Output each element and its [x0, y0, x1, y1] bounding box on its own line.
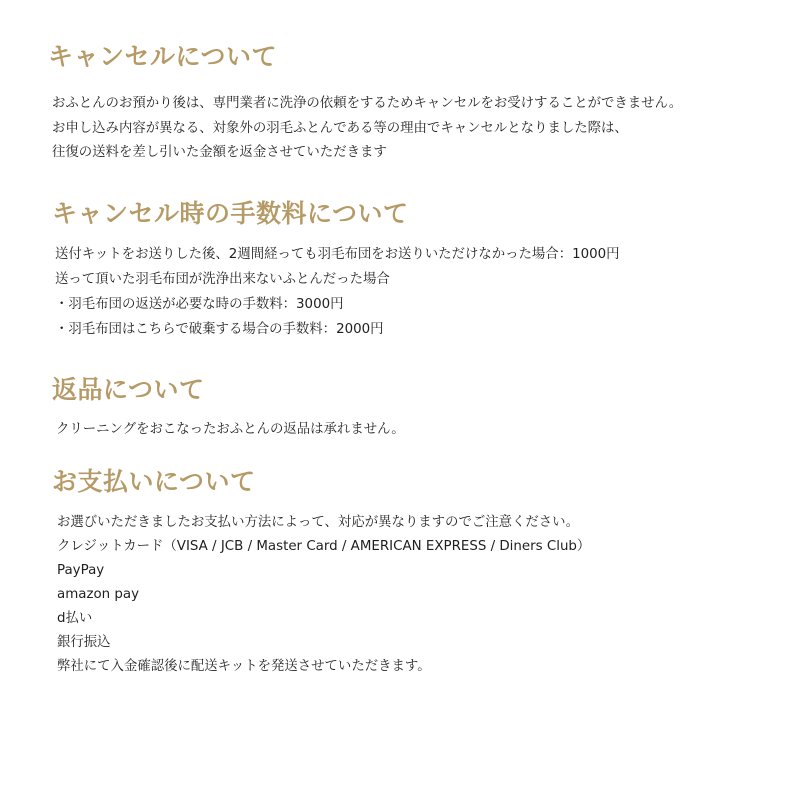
- cancel-fee-text-block: [55, 242, 620, 342]
- cancel-line: おふとんのお預かり後は、専門業者に洗浄の依頼をするためキャンセルをお受けすることができません。: [52, 96, 683, 111]
- cancel-fee-heading: キャンセル時の手数料について: [52, 199, 409, 228]
- cancel-fee-line: 送って頂いた羽毛布団が洗浄出来ないふとんだった場合: [55, 272, 390, 287]
- cancel-line: 往復の送料を差し引いた金額を返金させていただきます: [52, 145, 387, 160]
- cancel-line: お申し込み内容が異なる、対象外の羽毛ふとんである等の理由でキャンセルとなりました際は、: [52, 120, 628, 136]
- payment-heading: お支払いについて: [52, 467, 256, 496]
- payment-method-paypay: PayPay: [57, 563, 105, 578]
- cancel-fee-line: ・羽毛布団はこちらで破棄する場合の手数料：2000円: [55, 322, 384, 337]
- payment-method-credit-card: クレジットカード（VISA / JCB / Master Card / AMERICAN EXPRESS / Diners Club）: [57, 539, 591, 554]
- cancel-text-block: [52, 92, 682, 166]
- payment-method-d-barai: d払い: [57, 611, 93, 626]
- return-text-block: [56, 418, 405, 443]
- payment-method-amazon-pay: amazon pay: [57, 587, 140, 602]
- return-line: クリーニングをおこなったおふとんの返品は承れません。: [56, 422, 405, 437]
- return-heading: 返品について: [52, 375, 205, 404]
- payment-line: お選びいただきましたお支払い方法によって、対応が異なりますのでご注意ください。: [57, 515, 579, 530]
- cancel-fee-line: ・羽毛布団の返送が必要な時の手数料：3000円: [55, 297, 344, 312]
- payment-text-block: [57, 511, 590, 679]
- cancel-fee-line: 送付キットをお送りした後、2週間経っても羽毛布団をお送りいただけなかった場合：1000円: [55, 247, 620, 262]
- cancel-heading: キャンセルについて: [48, 42, 278, 71]
- payment-line: 弊社にて入金確認後に配送キットを発送させていただきます。: [57, 659, 431, 674]
- payment-method-bank-transfer: 銀行振込: [57, 635, 111, 650]
